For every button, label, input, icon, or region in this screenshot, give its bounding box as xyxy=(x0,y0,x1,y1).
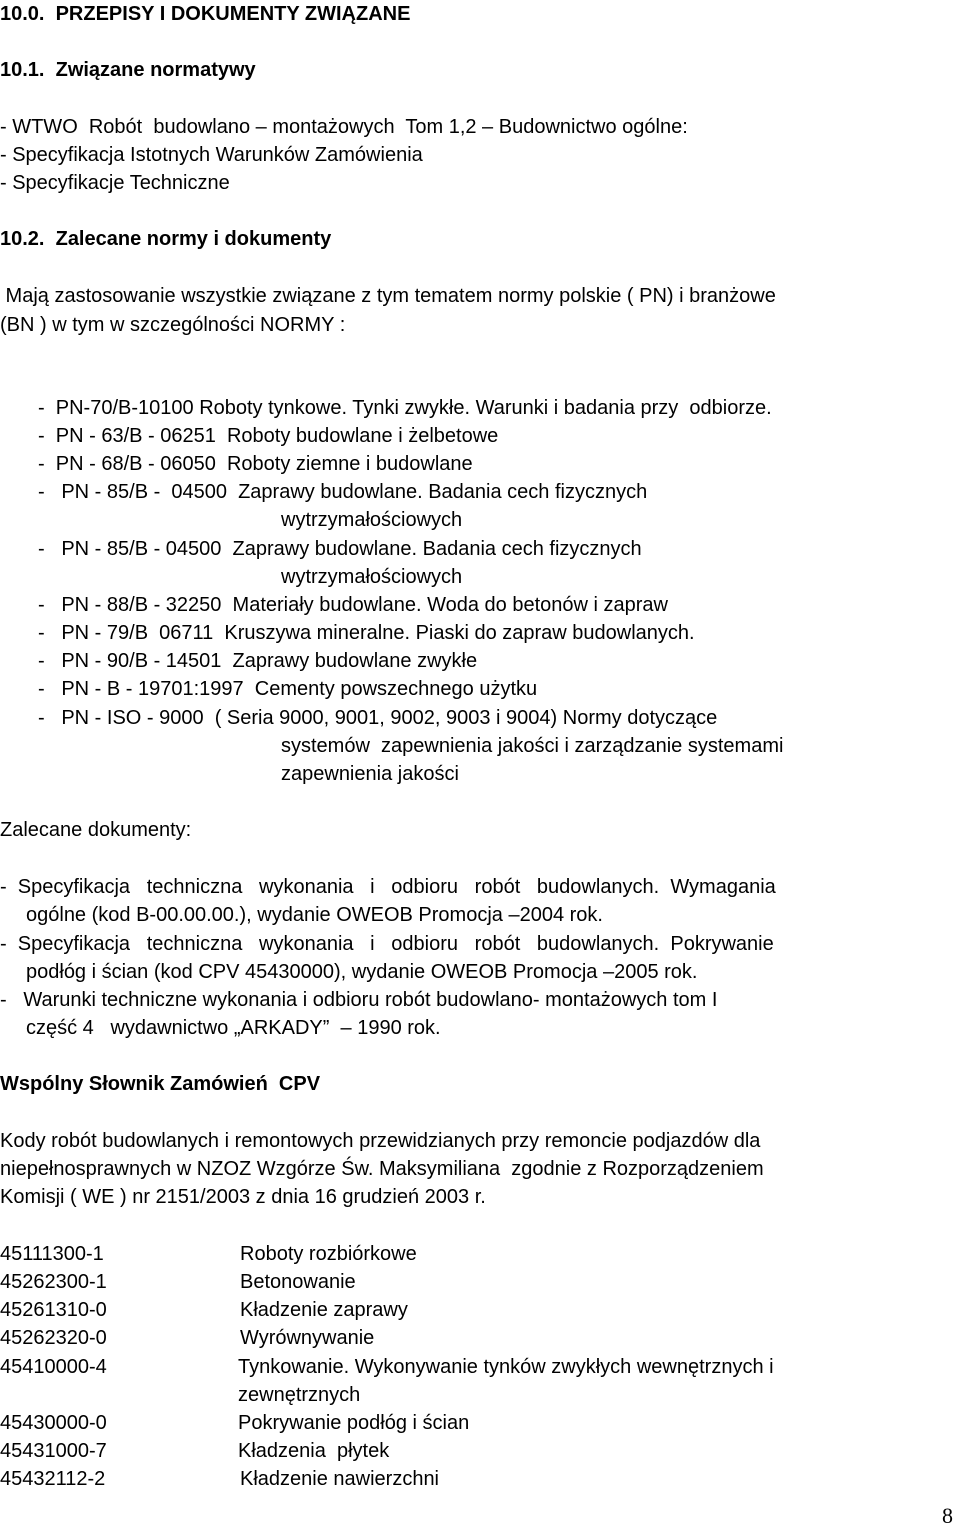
cpv-intro-line: niepełnosprawnych w NZOZ Wzgórze Św. Maksymiliana zgodnie z Rozporządzeniem xyxy=(0,1158,764,1180)
norm-item: - PN - B - 19701:1997 Cementy powszechnego użytku xyxy=(38,678,538,700)
cpv-description: Wyrównywanie xyxy=(240,1327,375,1349)
norm-item: - PN - 63/B - 06251 Roboty budowlane i żelbetowe xyxy=(38,425,499,447)
cpv-code: 45261310-0 xyxy=(0,1299,107,1321)
cpv-description: Kładzenie zaprawy xyxy=(240,1299,408,1321)
cpv-code: 45410000-4 xyxy=(0,1356,107,1378)
norm-item-continuation: zapewnienia jakości xyxy=(281,763,459,785)
cpv-description: Roboty rozbiórkowe xyxy=(240,1243,417,1265)
norm-item: - PN - 79/B 06711 Kruszywa mineralne. Piaski do zapraw budowlanych. xyxy=(38,622,695,644)
cpv-description-continuation: zewnętrznych xyxy=(238,1384,361,1406)
document-item-continuation: podłóg i ścian (kod CPV 45430000), wydanie OWEOB Promocja –2005 rok. xyxy=(26,961,698,983)
document-item-continuation: ogólne (kod B-00.00.00.), wydanie OWEOB Promocja –2004 rok. xyxy=(26,904,603,926)
intro-line: (BN ) w tym w szczególności NORMY : xyxy=(0,314,346,336)
document-item-continuation: część 4 wydawnictwo „ARKADY” – 1990 rok. xyxy=(26,1017,441,1039)
document-item: - Specyfikacja techniczna wykonania i odbioru robót budowlanych. Pokrywanie xyxy=(0,933,774,955)
cpv-code: 45432112-2 xyxy=(0,1468,106,1490)
cpv-heading: Wspólny Słownik Zamówień CPV xyxy=(0,1073,321,1095)
intro-line: Mają zastosowanie wszystkie związane z tym tematem normy polskie ( PN) i branżowe xyxy=(0,285,776,307)
related-item: - Specyfikacje Techniczne xyxy=(0,172,230,194)
cpv-code: 45262320-0 xyxy=(0,1327,107,1349)
cpv-code: 45430000-0 xyxy=(0,1412,107,1434)
norm-item: - PN - 68/B - 06050 Roboty ziemne i budowlane xyxy=(38,453,473,475)
document-item: - Specyfikacja techniczna wykonania i odbioru robót budowlanych. Wymagania xyxy=(0,876,776,898)
norm-item: - PN-70/B-10100 Roboty tynkowe. Tynki zwykłe. Warunki i badania przy odbiorze. xyxy=(38,397,772,419)
norm-item: - PN - 85/B - 04500 Zaprawy budowlane. Badania cech fizycznych xyxy=(38,481,648,503)
subsection-title-recommended: 10.2. Zalecane normy i dokumenty xyxy=(0,228,332,250)
cpv-intro-line: Kody robót budowlanych i remontowych przewidzianych przy remoncie podjazdów dla xyxy=(0,1130,761,1152)
cpv-code: 45262300-1 xyxy=(0,1271,107,1293)
documents-heading: Zalecane dokumenty: xyxy=(0,819,192,841)
subsection-title-related: 10.1. Związane normatywy xyxy=(0,59,256,81)
norm-item: - PN - 85/B - 04500 Zaprawy budowlane. Badania cech fizycznych xyxy=(38,538,642,560)
norm-item: - PN - 90/B - 14501 Zaprawy budowlane zwykłe xyxy=(38,650,478,672)
related-item: - WTWO Robót budowlano – montażowych Tom 1,2 – Budownictwo ogólne: xyxy=(0,116,688,138)
norm-item: - PN - 88/B - 32250 Materiały budowlane. Woda do betonów i zapraw xyxy=(38,594,668,616)
norm-item-continuation: wytrzymałościowych xyxy=(281,566,463,588)
page-number: 8 xyxy=(942,1503,953,1528)
cpv-code: 45431000-7 xyxy=(0,1440,107,1462)
cpv-description: Betonowanie xyxy=(240,1271,356,1293)
cpv-description: Tynkowanie. Wykonywanie tynków zwykłych wewnętrznych i xyxy=(238,1356,774,1378)
cpv-description: Kładzenie nawierzchni xyxy=(240,1468,440,1490)
norm-item-continuation: systemów zapewnienia jakości i zarządzanie systemami xyxy=(281,735,784,757)
related-item: - Specyfikacja Istotnych Warunków Zamówienia xyxy=(0,144,423,166)
cpv-description: Pokrywanie podłóg i ścian xyxy=(238,1412,470,1434)
cpv-code: 45111300-1 xyxy=(0,1243,104,1265)
norm-item: - PN - ISO - 9000 ( Seria 9000, 9001, 9002, 9003 i 9004) Normy dotyczące xyxy=(38,707,718,729)
section-title: 10.0. PRZEPISY I DOKUMENTY ZWIĄZANE xyxy=(0,3,411,25)
cpv-intro-line: Komisji ( WE ) nr 2151/2003 z dnia 16 grudzień 2003 r. xyxy=(0,1186,486,1208)
document-item: - Warunki techniczne wykonania i odbioru robót budowlano- montażowych tom I xyxy=(0,989,718,1011)
norm-item-continuation: wytrzymałościowych xyxy=(281,509,463,531)
cpv-description: Kładzenia płytek xyxy=(238,1440,390,1462)
